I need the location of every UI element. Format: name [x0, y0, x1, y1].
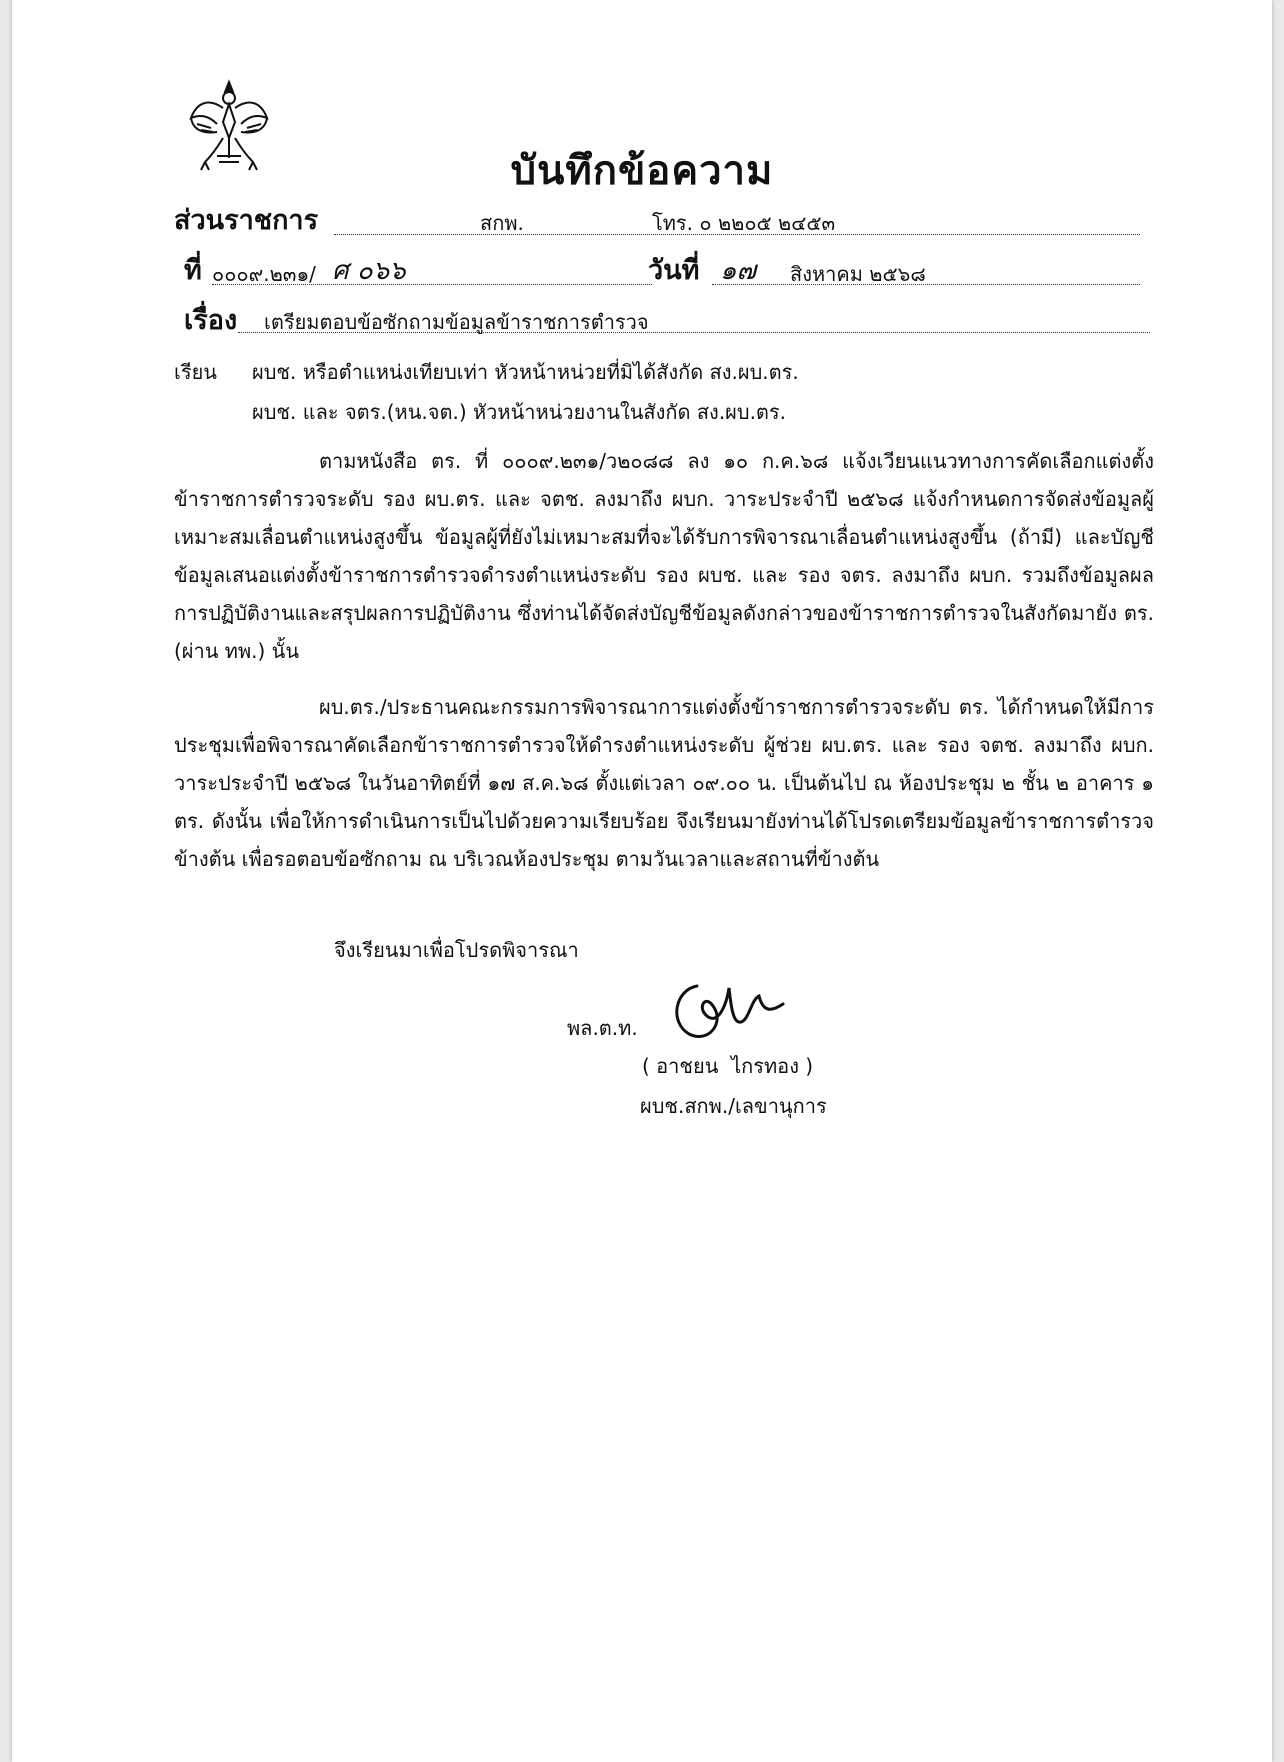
reference-handwritten: ศ ๐๖๖: [332, 256, 406, 286]
closing-line: จึงเรียนมาเพื่อโปรดพิจารณา: [334, 938, 579, 962]
reference-label: ที่: [184, 255, 202, 286]
reference-number: ๐๐๐๙.๒๓๑/: [212, 262, 316, 286]
date-day: ๑๗: [720, 256, 757, 286]
subject-label: เรื่อง: [184, 305, 238, 336]
body-paragraph-2: [174, 688, 1154, 878]
date-month-year: สิงหาคม ๒๕๖๘: [790, 262, 926, 286]
date-dotted-line: [712, 284, 1140, 285]
body-paragraph-2-text: ผบ.ตร./ประธานคณะกรรมการพิจารณาการแต่งตั้งข้าราชการตำรวจระดับ ตร. ได้กำหนดให้มีการประชุมเพื่อพิจารณาคัดเลือกข้าราชการตำรวจให้ดำรงตำแหน่งระดับ ผู้ช่วย ผบ.ตร. และ รอง จตช. ลงมาถึง ผบก. วาระประจำปี ๒๕๖๘ ในวันอาทิตย์ที่ ๑๗ ส.ค.๖๘ ตั้งแต่เวลา ๐๙.๐๐ น. เป็นต้นไป ณ ห้องประชุม ๒ ชั้น ๒ อาคาร ๑ ตร. ดังนั้น เพื่อให้การดำเนินการเป็นไปด้วยความเรียบร้อย จึงเรียนมายังท่านได้โปรดเตรียมข้อมูลข้าราชการตำรวจข้างต้น เพื่อรอตอบข้อซักถาม ณ บริเวณห้องประชุม ตามวันเวลาและสถานที่ข้างต้น: [174, 695, 1154, 871]
recipient-label: เรียน: [174, 360, 217, 384]
signer-rank: พล.ต.ท.: [567, 1016, 638, 1040]
recipient-line-2: ผบช. และ จตร.(หน.จต.) หัวหน้าหน่วยงานในสังกัด สง.ผบ.ตร.: [252, 400, 787, 424]
subject-value: เตรียมตอบข้อซักถามข้อมูลข้าราชการตำรวจ: [264, 310, 649, 334]
date-label: วันที่: [648, 255, 700, 286]
handwritten-signature: [667, 972, 787, 1044]
body-paragraph-1: [174, 442, 1154, 670]
signer-name: ( อาชยน ไกรทอง ): [642, 1054, 814, 1078]
agency-label: ส่วนราชการ: [174, 205, 319, 236]
body-paragraph-1-text: ตามหนังสือ ตร. ที่ ๐๐๐๙.๒๓๑/ว๒๐๘๘ ลง ๑๐ ก.ค.๖๘ แจ้งเวียนแนวทางการคัดเลือกแต่งตั้งข้าราชการตำรวจระดับ รอง ผบ.ตร. และ จตช. ลงมาถึง ผบก. วาระประจำปี ๒๕๖๘ แจ้งกำหนดการจัดส่งข้อมูลผู้เหมาะสมเลื่อนตำแหน่งสูงขึ้น ข้อมูลผู้ที่ยังไม่เหมาะสมที่จะได้รับการพิจารณาเลื่อนตำแหน่งสูงขึ้น (ถ้ามี) และบัญชีข้อมูลเสนอแต่งตั้งข้าราชการตำรวจดำรงตำแหน่งระดับ รอง ผบช. และ รอง จตร. ลงมาถึง ผบก. รวมถึงข้อมูลผลการปฏิบัติงานและสรุปผลการปฏิบัติงาน ซึ่งท่านได้จัดส่งบัญชีข้อมูลดังกล่าวของข้าราชการตำรวจในสังกัดมายัง ตร.(ผ่าน ทพ.) นั้น: [174, 449, 1154, 663]
memo-page: [12, 0, 1272, 1762]
phone-number: โทร. ๐ ๒๒๐๕ ๒๔๕๓: [652, 211, 836, 235]
agency-value: สกพ.: [480, 211, 524, 235]
recipient-line-1: ผบช. หรือตำแหน่งเทียบเท่า หัวหน้าหน่วยที่มิได้สังกัด สง.ผบ.ตร.: [252, 360, 799, 384]
memo-title: บันทึกข้อความ: [510, 148, 774, 194]
signer-position: ผบช.สกพ./เลขานุการ: [640, 1094, 827, 1118]
